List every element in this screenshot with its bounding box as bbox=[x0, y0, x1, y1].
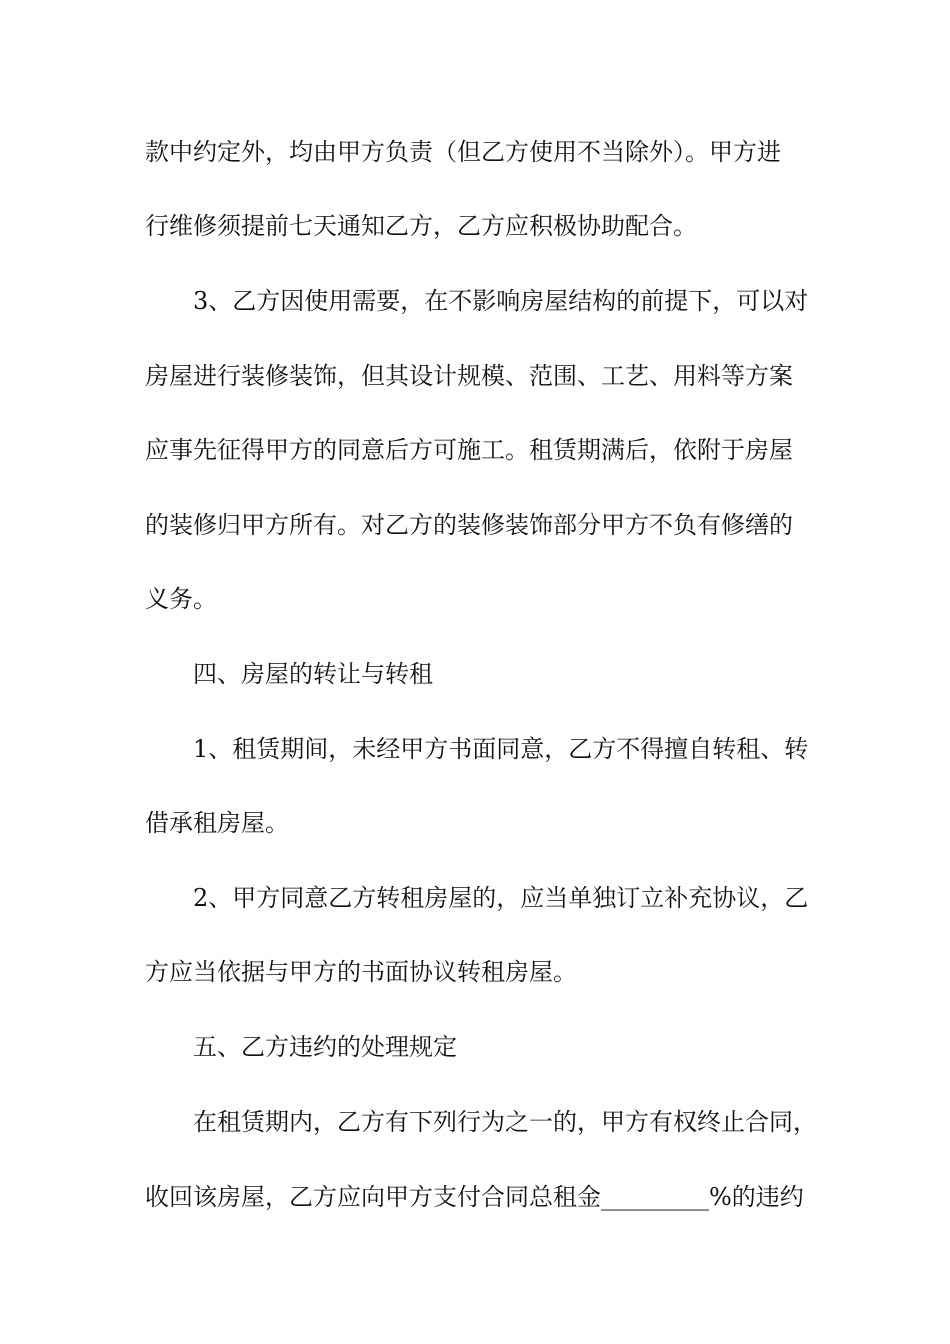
body-text-line: 款中约定外，均由甲方负责（但乙方使用不当除外）。甲方进 bbox=[145, 138, 781, 166]
body-text-line: 应事先征得甲方的同意后方可施工。租赁期满后，依附于房屋 bbox=[145, 436, 793, 464]
body-text-line: 借承租房屋。 bbox=[145, 809, 289, 837]
body-text-line: 房屋进行装修装饰，但其设计规模、范围、工艺、用料等方案 bbox=[145, 362, 793, 390]
body-text-line: 方应当依据与甲方的书面协议转租房屋。 bbox=[145, 958, 577, 986]
body-text-line: 在租赁期内，乙方有下列行为之一的，甲方有权终止合同， bbox=[193, 1108, 817, 1136]
clause-2-text: 2、甲方同意乙方转租房屋的，应当单独订立补充协议，乙 bbox=[193, 884, 809, 912]
body-text-line: 收回该房屋，乙方应向甲方支付合同总租金_________%的违约 bbox=[145, 1183, 804, 1211]
body-text-line: 行维修须提前七天通知乙方，乙方应积极协助配合。 bbox=[145, 212, 697, 240]
body-text-line: 的装修归甲方所有。对乙方的装修装饰部分甲方不负有修缮的 bbox=[145, 511, 793, 539]
body-text-line: 义务。 bbox=[145, 585, 217, 613]
section-heading-4: 四、房屋的转让与转租 bbox=[193, 660, 433, 688]
clause-3-text: 3、乙方因使用需要，在不影响房屋结构的前提下，可以对 bbox=[193, 287, 809, 315]
section-heading-5: 五、乙方违约的处理规定 bbox=[193, 1033, 457, 1061]
clause-1-text: 1、租赁期间，未经甲方书面同意，乙方不得擅自转租、转 bbox=[193, 735, 809, 763]
